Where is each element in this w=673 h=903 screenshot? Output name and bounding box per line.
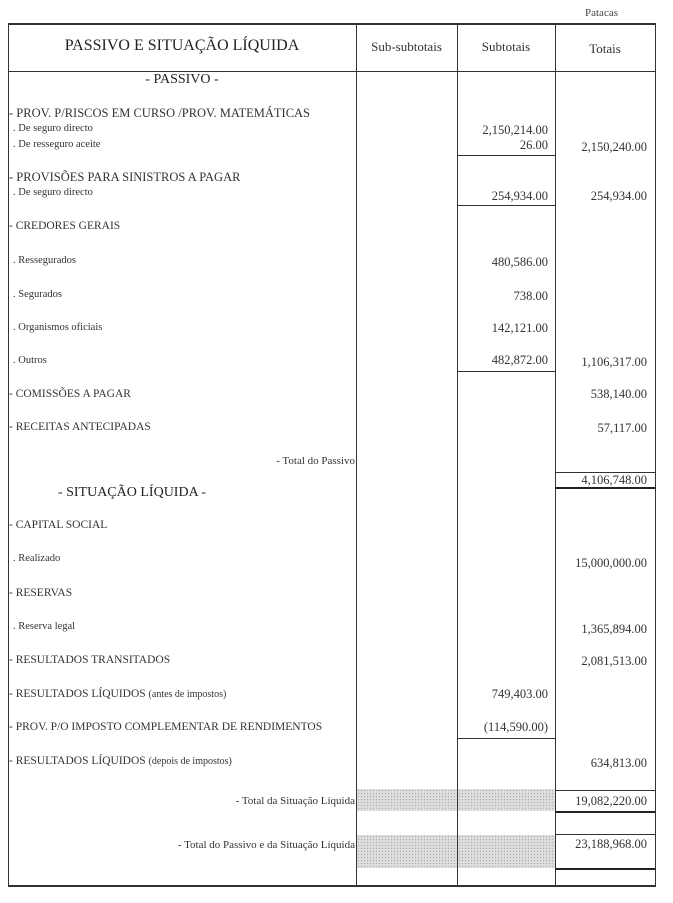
total-value: 57,117.00 [597,421,647,435]
item-label: . Segurados [13,289,62,300]
label-note: (depois de impostos) [148,756,232,767]
total-rule [555,790,655,791]
subtotal-value: 26.00 [519,138,548,152]
item-label: . Realizado [13,553,61,564]
subtotal-value: 480,586.00 [491,255,548,269]
total-value: 15,000,000.00 [575,556,647,570]
item-label: . Outros [13,355,47,366]
total-rule [555,868,655,870]
category-capital-social: - CAPITAL SOCIAL [9,519,108,531]
category-prov-imposto: - PROV. P/O IMPOSTO COMPLEMENTAR DE RENDIMENTOS [9,721,323,733]
subtotal-rule [457,155,555,156]
label: - RESULTADOS LÍQUIDOS [9,755,146,767]
column-header-totais: Totais [589,41,621,56]
category-receitas: - RECEITAS ANTECIPADAS [9,421,151,433]
total-rule [555,834,655,835]
item-label: . De seguro directo [13,123,93,134]
category-prov-sinistros: - PROVISÕES PARA SINISTROS A PAGAR [9,170,241,184]
category-comissoes: - COMISSÕES A PAGAR [9,388,131,400]
label: - RESULTADOS LÍQUIDOS [9,688,146,700]
total-situacao-label: - Total da Situação Líquida [235,795,355,807]
subtotal-rule [457,738,555,739]
column-divider-1 [356,23,357,886]
item-label: . Ressegurados [13,255,76,266]
subtotal-rule [457,205,555,206]
subtotal-value: 254,934.00 [491,189,548,203]
total-situacao-value: 19,082,220.00 [575,794,647,808]
total-value: 254,934.00 [590,189,647,203]
subtotal-value: 738.00 [513,289,548,303]
column-divider-2 [457,23,458,886]
table-title: PASSIVO E SITUAÇÃO LÍQUIDA [64,37,300,54]
subtotal-value: 2,150,214.00 [482,123,548,137]
table-top-border [8,23,656,25]
total-value: 538,140.00 [590,387,647,401]
label-note: (antes de impostos) [148,689,227,700]
shaded-cell [357,789,457,811]
subtotal-rule [457,371,555,372]
item-label: . De seguro directo [13,187,93,198]
shaded-cell [458,789,555,811]
category-reservas: - RESERVAS [9,587,73,599]
shaded-cell [458,835,555,868]
total-value: 2,081,513.00 [581,654,647,668]
grand-total-value: 23,188,968.00 [575,837,647,851]
total-passivo-label: - Total do Passivo [276,455,355,467]
section-heading-passivo: - PASSIVO - [145,72,219,87]
category-credores-gerais: - CREDORES GERAIS [9,220,121,232]
table-right-border [655,23,656,886]
item-label: . Reserva legal [13,621,76,632]
currency-unit: Patacas [585,7,618,19]
total-passivo-value: 4,106,748.00 [581,473,647,487]
column-header-subsubtotais: Sub-subtotais [371,39,442,54]
total-value: 2,150,240.00 [581,140,647,154]
subtotal-value: 482,872.00 [491,353,548,367]
total-value: 634,813.00 [590,756,647,770]
total-value: 1,106,317.00 [581,355,647,369]
table-bottom-border [8,885,656,887]
category-resultados-depois [9,755,232,767]
section-heading-situacao: - SITUAÇÃO LÍQUIDA - [57,485,207,500]
item-label: . Organismos oficiais [13,322,103,333]
total-rule [555,811,655,813]
category-prov-riscos: - PROV. P/RISCOS EM CURSO /PROV. MATEMÁTICAS [9,106,311,120]
column-header-subtotais: Subtotais [481,39,531,54]
category-resultados-antes [9,688,226,700]
grand-total-label: - Total do Passivo e da Situação Líquida [177,839,355,851]
item-label: . De resseguro aceite [13,139,101,150]
shaded-cell [357,835,457,868]
subtotal-value: (114,590.00) [483,720,548,734]
total-value: 1,365,894.00 [581,622,647,636]
category-resultados-transitados: - RESULTADOS TRANSITADOS [9,654,171,666]
column-divider-3 [555,23,556,886]
subtotal-value: 142,121.00 [491,321,548,335]
subtotal-value: 749,403.00 [491,687,548,701]
